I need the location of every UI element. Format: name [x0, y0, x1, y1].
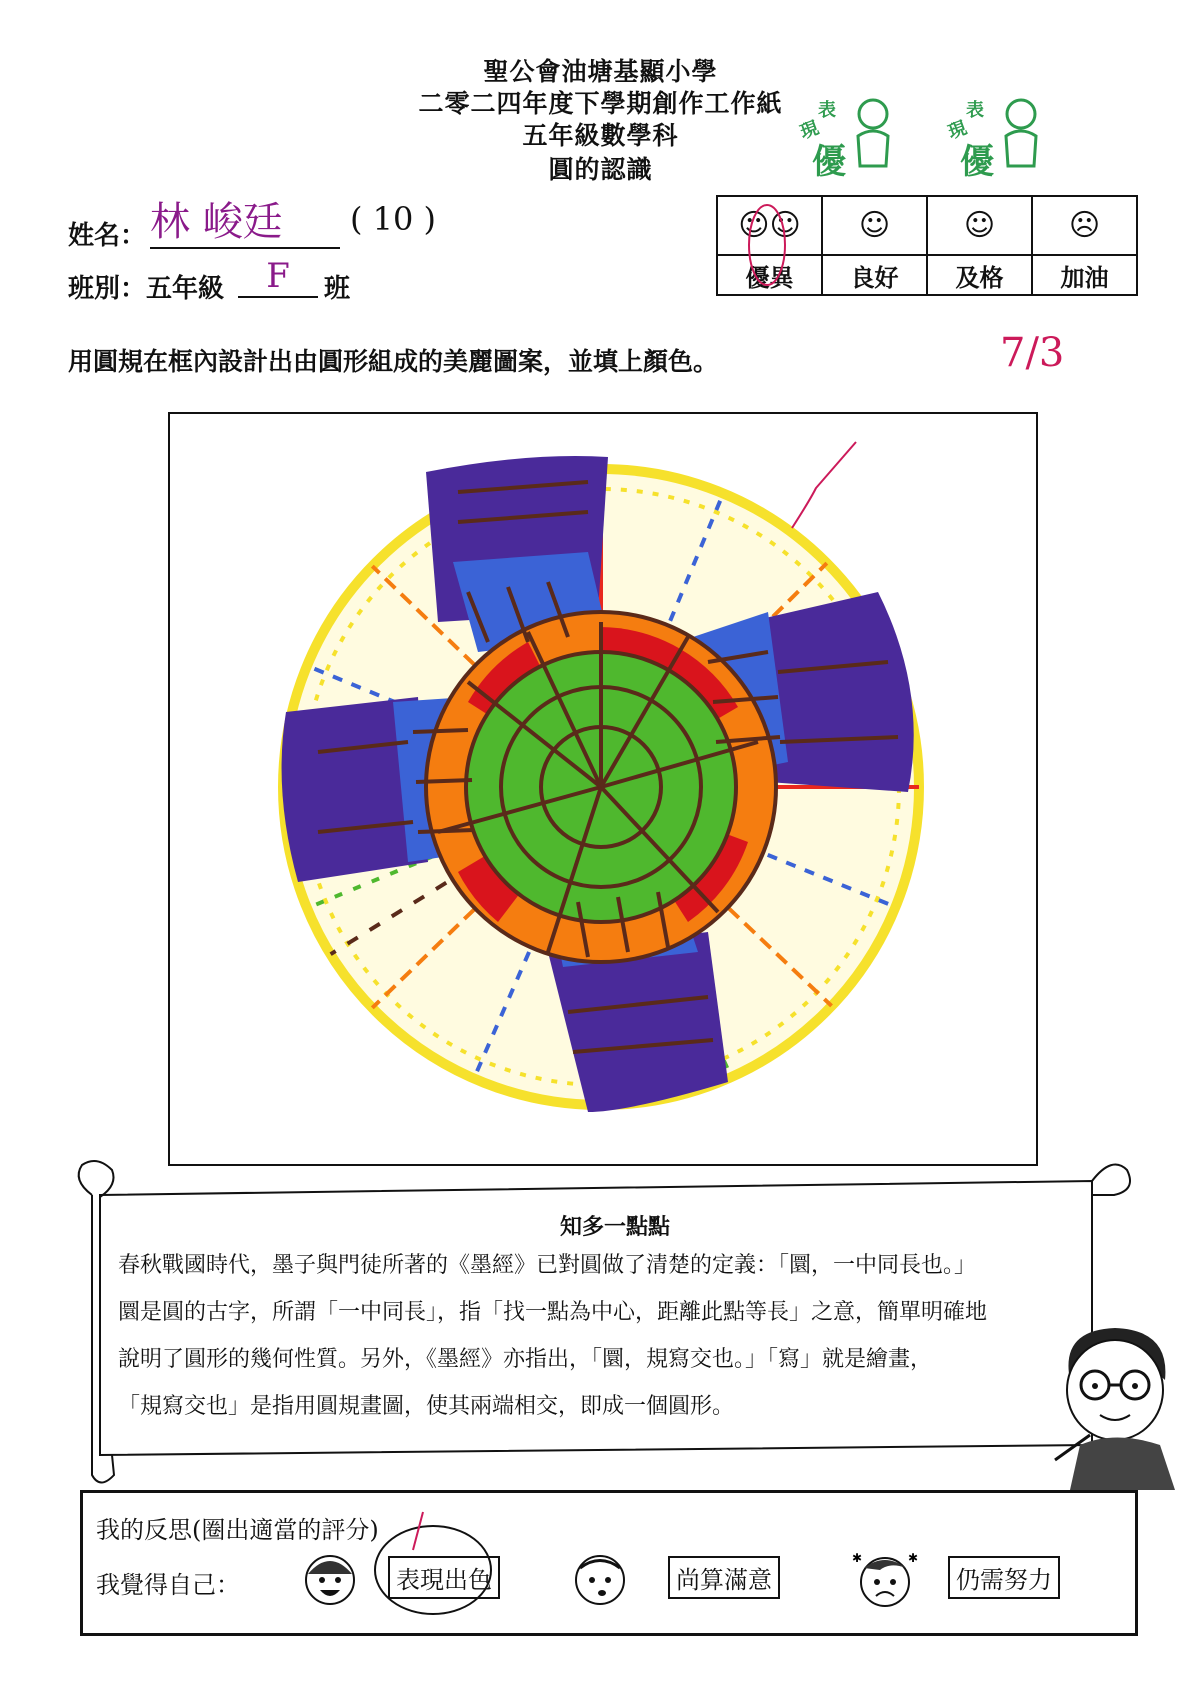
- stamp-char: 優: [960, 142, 994, 182]
- worksheet-title: 二零二四年度下學期創作工作紙: [418, 89, 783, 118]
- knowledge-line: 春秋戰國時代，墨子與門徒所著的《墨經》已對圓做了清楚的定義：「圜，一中同長也。」: [118, 1253, 977, 1278]
- student-number: ( 10 ): [350, 200, 437, 238]
- stamp-char: 表: [818, 100, 836, 121]
- knowledge-line: 「規寫交也」是指用圓規畫圖，使其兩端相交，即成一個圓形。: [118, 1394, 735, 1419]
- knowledge-line: 圜是圓的古字，所謂「一中同長」，指「找一點為中心，距離此點等長」之意，簡單明確地: [118, 1300, 988, 1325]
- child-icon: [996, 96, 1046, 176]
- reflection-prompt: 我覺得自己：: [96, 1571, 240, 1599]
- knowledge-title: 知多一點點: [560, 1215, 671, 1240]
- class-value: F: [238, 256, 318, 298]
- svg-text:✱: ✱: [908, 1551, 919, 1565]
- excellence-stamp: [797, 96, 890, 186]
- neutral-face-icon: [570, 1548, 630, 1618]
- grade-face-excellent: ☺☺: [717, 196, 822, 255]
- circle-artwork: [168, 412, 1034, 1162]
- class-suffix: 班: [324, 274, 351, 304]
- grade-face-pass: ☺: [927, 196, 1032, 255]
- excellence-stamp: [945, 96, 1038, 186]
- name-label: 姓名：: [68, 221, 147, 251]
- stamp-char: 優: [812, 142, 846, 182]
- reflection-title: 我的反思(圈出適當的評分): [96, 1516, 379, 1544]
- worried-face-icon: [850, 1548, 920, 1618]
- child-icon: [848, 96, 898, 176]
- grade-face-good: ☺: [822, 196, 927, 255]
- option-satisfied: 尚算滿意: [668, 1556, 780, 1599]
- teacher-tick-mark: [790, 440, 870, 530]
- selection-circle: [368, 1510, 498, 1620]
- stamp-char: 現: [797, 117, 822, 144]
- knowledge-body: [118, 1242, 1108, 1430]
- grade-face-try: ☹: [1032, 196, 1137, 255]
- grade-label-good: 良好: [822, 255, 927, 295]
- subject-title: 五年級數學科: [522, 121, 679, 150]
- svg-text:✱: ✱: [852, 1551, 863, 1565]
- stamp-char: 表: [966, 100, 984, 121]
- teacher-circle-mark: [735, 200, 805, 290]
- grade-label-excellent: 優異: [717, 255, 822, 295]
- grade-label-try: 加油: [1032, 255, 1137, 295]
- knowledge-line: 說明了圓形的幾何性質。另外，《墨經》亦指出，「圜，規寫交也。」「寫」就是繪畫，: [118, 1347, 933, 1372]
- teacher-score: 7/3: [1000, 330, 1065, 376]
- option-excellent: 表現出色: [388, 1556, 500, 1599]
- boy-illustration: [1050, 1320, 1180, 1490]
- topic-title: 圓的認識: [548, 155, 653, 184]
- class-label: 班別：五年級: [68, 274, 225, 304]
- stamp-char: 現: [945, 117, 970, 144]
- grade-label-pass: 及格: [927, 255, 1032, 295]
- student-name: 林 峻廷: [150, 190, 340, 249]
- instruction-text: 用圓規在框內設計出由圓形組成的美麗圖案，並填上顏色。: [68, 347, 719, 376]
- school-name: 聖公會油塘基顯小學: [483, 57, 718, 86]
- option-need-effort: 仍需努力: [948, 1556, 1060, 1599]
- happy-face-icon: [300, 1548, 360, 1618]
